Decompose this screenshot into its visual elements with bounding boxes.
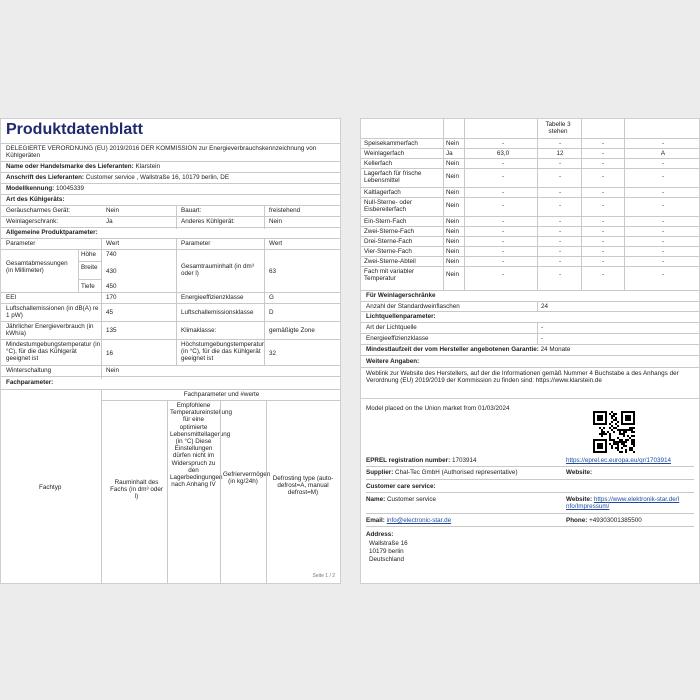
- compartment-cell: Ja: [446, 150, 453, 157]
- value-header-2: Wert: [269, 240, 283, 247]
- name-label: Name:: [366, 496, 386, 503]
- quiet-label: Geräuscharmes Gerät:: [6, 207, 71, 214]
- customer-care-label: Customer care service:: [366, 483, 436, 490]
- model-label: Modellkennung:: [6, 185, 55, 192]
- compartment-cell: -: [558, 271, 562, 278]
- min-temp-value: 16: [106, 350, 114, 357]
- light-section-label: Lichtquellenparameter:: [366, 313, 436, 320]
- volume-value: 63: [269, 268, 277, 275]
- compartment-cell: -: [601, 271, 605, 278]
- wine-label: Weinlagerschrank:: [6, 218, 59, 225]
- max-temp-label: Höchstumgebungstemperatur (in °C), für die das Kühlgerät geeignet ist: [181, 341, 264, 363]
- qr-code-icon: [593, 411, 635, 453]
- eec-label: Energieeffizienzklasse: [181, 294, 244, 301]
- model-id: 10045339: [56, 185, 85, 192]
- compartment-cell: Nein: [446, 271, 459, 278]
- compartment-cell: Nein: [446, 189, 459, 196]
- compartment-cell: Nein: [446, 258, 459, 265]
- min-temp-label: Mindestumgebungstemperatur (in °C), für die das Kühlgerät geeignet ist: [6, 341, 101, 363]
- compartment-cell: -: [501, 202, 505, 209]
- noise-class-value: D: [269, 309, 274, 316]
- noise-value: 45: [106, 309, 114, 316]
- compartment-name: Null-Sterne- oder Eisbereiterfach: [364, 199, 412, 214]
- energy-value: 135: [106, 327, 117, 334]
- other-label: Anderes Kühlgerät:: [181, 218, 235, 225]
- temp-col-header: Empfohlene Temperatureinstellung für eine optimierte Lebensmittellagerung (in °C) Diese Einstellungen dürfen nicht im Widerspruch zu den Lagerbedingungen nach Anhang IV: [170, 402, 232, 489]
- address-label: Anschrift des Lieferanten:: [6, 174, 85, 181]
- compartment-cell: -: [601, 160, 605, 167]
- compartment-cell: -: [661, 202, 665, 209]
- winter-label: Winterschaltung: [6, 367, 52, 374]
- compartment-cell: -: [601, 258, 605, 265]
- compartment-cell: -: [661, 189, 665, 196]
- compartment-name: Fach mit variabler Temperatur: [364, 268, 415, 283]
- compartment-cell: -: [558, 218, 562, 225]
- dims-label: Gesamtabmessungen (in Millimeter): [6, 260, 68, 275]
- defrost-col-header: Defrosting type (auto-defrost=A, manual defrost=M): [272, 475, 334, 497]
- email-label: Email:: [366, 517, 385, 524]
- compartment-name: Vier-Sterne-Fach: [364, 248, 412, 255]
- compartment-cell: Nein: [446, 248, 459, 255]
- address-line-3: Deutschland: [369, 556, 405, 563]
- eprel-number: 1703914: [451, 457, 477, 464]
- compartment-cell: -: [601, 218, 605, 225]
- compartment-cell: -: [601, 173, 605, 180]
- light-type-value: -: [541, 324, 544, 331]
- compartment-cell: -: [601, 189, 605, 196]
- compartment-cell: -: [661, 218, 665, 225]
- compartment-cell: -: [601, 202, 605, 209]
- compartment-cell: -: [558, 248, 562, 255]
- compartment-cell: -: [501, 248, 505, 255]
- compartment-cell: Nein: [446, 173, 459, 180]
- compartment-cell: 12: [556, 150, 564, 157]
- compartment-cell: -: [501, 173, 505, 180]
- compartment-cell: Nein: [446, 160, 459, 167]
- volume-col-header: Rauminhalt des Fachs (in dm³ oder l): [110, 479, 163, 501]
- compartment-name: Zwei-Sterne-Fach: [364, 228, 415, 235]
- light-class-value: -: [541, 335, 544, 342]
- other-value: Nein: [269, 218, 282, 225]
- height-value: 740: [106, 251, 117, 258]
- param-header-2: Parameter: [181, 240, 211, 247]
- supplier-name: Klarstein: [135, 163, 160, 170]
- eei-value: 170: [106, 294, 117, 301]
- build-label: Bauart:: [181, 207, 202, 214]
- max-temp-value: 32: [269, 350, 277, 357]
- depth-label: Tiefe: [81, 283, 95, 290]
- website2-link-cont[interactable]: nfo/Impressum/: [566, 503, 610, 511]
- compartment-cell: -: [661, 238, 665, 245]
- compartment-name: Weinlagerfach: [364, 150, 405, 157]
- compartment-name: Zwei-Sterne-Abteil: [364, 258, 416, 265]
- compartment-cell: -: [501, 228, 505, 235]
- eec-value: G: [269, 294, 274, 301]
- compartment-cell: 63,0: [496, 150, 510, 157]
- page-number: Seite 1 / 2: [312, 573, 335, 579]
- eei-label: EEI: [6, 294, 17, 301]
- address-line-2: 10179 berlin: [369, 548, 404, 555]
- page-title: Produktdatenblatt: [6, 121, 143, 138]
- build-value: freistehend: [269, 207, 301, 214]
- eprel-label: EPREL registration number:: [366, 457, 451, 464]
- compartment-name: Drei-Sterne-Fach: [364, 238, 413, 245]
- light-class-label: Energieeffizienzklasse: [366, 335, 429, 342]
- address-line-1: Wallstraße 16: [369, 540, 408, 547]
- compartment-cell: -: [558, 160, 562, 167]
- freeze-col-header: Gefriervermögen (in kg/24h): [223, 471, 271, 486]
- climate-value: gemäßigte Zone: [269, 327, 315, 334]
- noise-label: Luftschallemissionen (in dB(A) re 1 pW): [6, 305, 99, 320]
- compartment-cell: Nein: [446, 238, 459, 245]
- height-label: Höhe: [81, 251, 97, 258]
- phone-label: Phone:: [566, 517, 588, 524]
- compartment-cell: -: [661, 258, 665, 265]
- warranty-value: 24 Monate: [540, 346, 571, 353]
- depth-value: 450: [106, 283, 117, 290]
- regulation-text: DELEGIERTE VERORDNUNG (EU) 2019/2016 DER KOMMISSION zur Energieverbrauchskennzeichnung von Kühlgeräten: [6, 145, 317, 160]
- compartment-cell: -: [501, 238, 505, 245]
- compartment-cell: Nein: [446, 228, 459, 235]
- supplier-value: Chal-Tec GmbH (Authorised representative): [395, 469, 518, 476]
- compartment-cell: -: [601, 140, 605, 147]
- quiet-value: Nein: [106, 207, 119, 214]
- compartment-name: Lagerfach für frische Lebensmittel: [364, 170, 422, 185]
- compartment-cell: -: [601, 228, 605, 235]
- compartment-cell: -: [661, 160, 665, 167]
- light-type-label: Art der Lichtquelle: [366, 324, 417, 331]
- compartment-cell: Nein: [446, 218, 459, 225]
- compartment-cell: -: [501, 160, 505, 167]
- name-value: Customer service: [387, 496, 436, 503]
- compartment-cell: -: [501, 189, 505, 196]
- compartment-cell: -: [501, 218, 505, 225]
- table3-note: Tabelle 3 stehen: [545, 121, 571, 136]
- compartment-cell: -: [501, 140, 505, 147]
- supplier-label: Supplier:: [366, 469, 394, 476]
- compartment-cell: -: [601, 150, 605, 157]
- compartment-type-header: Fachtyp: [39, 484, 62, 491]
- compartment-cell: A: [660, 150, 666, 157]
- compartment-name: Ein-Stern-Fach: [364, 218, 407, 225]
- warranty-label: Mindestlaufzeit der vom Hersteller angebotenen Garantie:: [366, 346, 539, 353]
- compartment-cell: -: [558, 228, 562, 235]
- wine-section-label: Für Weinlagerschränke: [366, 292, 436, 299]
- bottles-value: 24: [541, 303, 549, 310]
- more-info-text: Weblink zur Website des Herstellers, auf der die Informationen gemäß Nummer 4 Buchstabe a des Anhangs der Verordnung (EU) 2019/2019 der Kommission zu finden sind: https://www.klarstein.de: [366, 370, 679, 385]
- eprel-box: [360, 398, 700, 584]
- width-label: Breite: [81, 264, 98, 271]
- compartment-cell: -: [558, 202, 562, 209]
- compartment-cell: -: [661, 173, 665, 180]
- supplier-address: Customer service , Wallstraße 16, 10179 berlin, DE: [85, 174, 230, 181]
- compartment-cell: -: [558, 140, 562, 147]
- winter-value: Nein: [106, 367, 119, 374]
- general-params-label: Allgemeine Produktparameter:: [6, 229, 98, 236]
- compartment-cell: -: [661, 248, 665, 255]
- compartment-cell: -: [601, 238, 605, 245]
- website2-label: Website:: [566, 496, 593, 503]
- compartment-table-header: Fachparameter und #werte: [183, 391, 260, 398]
- email-link[interactable]: info@electronic-star.de: [386, 517, 452, 524]
- compartment-cell: -: [661, 228, 665, 235]
- wine-value: Ja: [106, 218, 113, 225]
- compartment-cell: -: [558, 173, 562, 180]
- phone-value: +49303001385500: [589, 517, 642, 524]
- page-1: [0, 118, 341, 584]
- more-info-label: Weitere Angaben:: [366, 358, 420, 365]
- bottles-label: Anzahl der Standardweinflaschen: [366, 303, 460, 310]
- compartment-name: Kellerfach: [364, 160, 393, 167]
- compartment-cell: -: [501, 271, 505, 278]
- compartment-name: Kaltlagerfach: [364, 189, 401, 196]
- width-value: 430: [106, 268, 117, 275]
- website-label: Website:: [566, 469, 593, 476]
- compartment-name: Speisekammerfach: [364, 140, 418, 147]
- compartment-cell: Nein: [446, 140, 459, 147]
- supplier-name-label: Name oder Handelsmarke des Lieferanten:: [6, 163, 134, 170]
- compartment-cell: -: [558, 258, 562, 265]
- type-label: Art des Kühlgeräts:: [6, 196, 65, 203]
- placed-on-market: Model placed on the Union market from 01/03/2024: [366, 405, 510, 412]
- website2-link[interactable]: https://www.elektronik-star.de/I: [593, 496, 680, 503]
- energy-label: Jährlicher Energieverbrauch (in kWh/a): [6, 323, 94, 338]
- param-header: Parameter: [6, 240, 36, 247]
- compartment-cell: Nein: [446, 202, 459, 209]
- eprel-link[interactable]: https://eprel.ec.europa.eu/qr/1703914: [566, 457, 672, 464]
- address-label: Address:: [366, 531, 394, 538]
- compartment-params-label: Fachparameter:: [6, 379, 54, 386]
- compartment-cell: -: [661, 271, 665, 278]
- compartment-cell: -: [601, 248, 605, 255]
- value-header: Wert: [106, 240, 120, 247]
- noise-class-label: Luftschallemissionsklasse: [181, 309, 254, 316]
- compartment-cell: -: [558, 189, 562, 196]
- compartment-cell: -: [661, 140, 665, 147]
- volume-label: Gesamtrauminhalt (in dm³ oder l): [181, 263, 254, 278]
- compartment-cell: -: [501, 258, 505, 265]
- compartment-cell: -: [558, 238, 562, 245]
- climate-label: Klimaklasse:: [181, 327, 217, 334]
